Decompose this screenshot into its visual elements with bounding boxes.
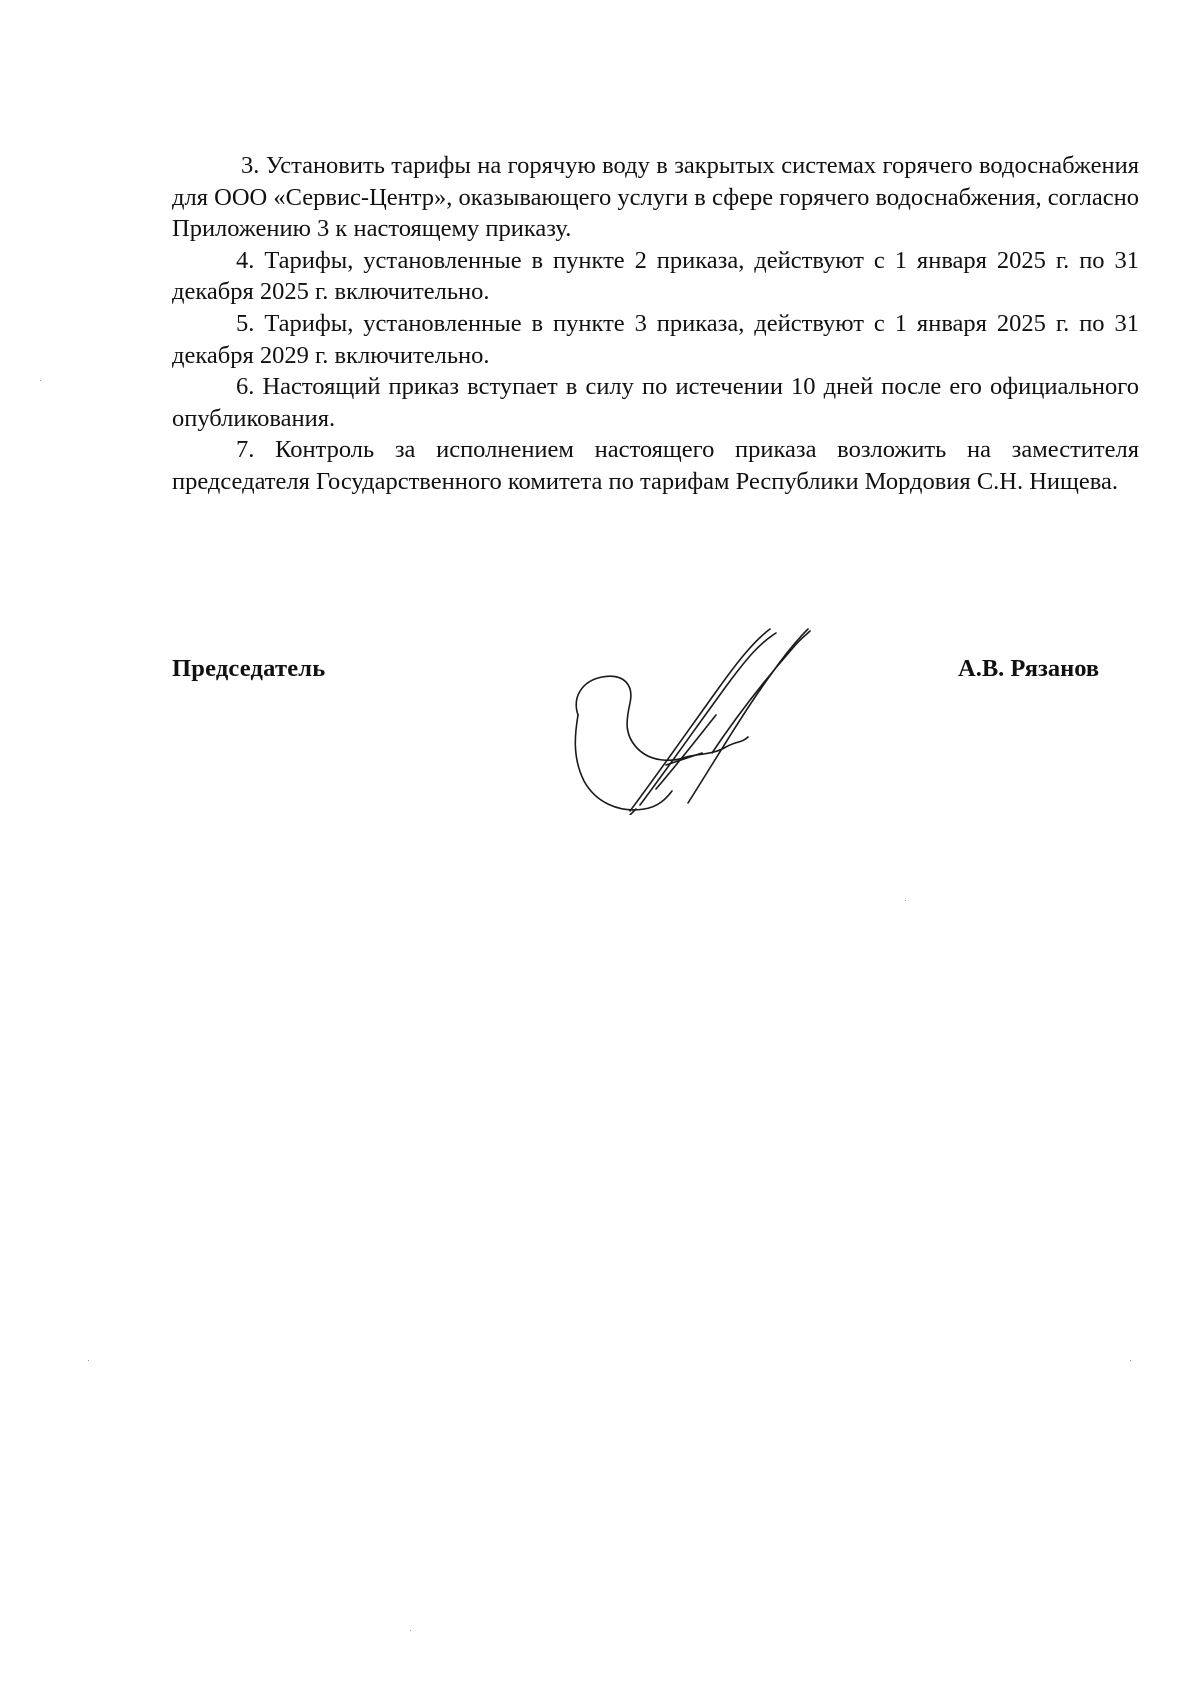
document-body xyxy=(172,150,1139,498)
paragraph-item-3: 3. Установить тарифы на горячую воду в закрытых системах горячего водоснабжения для ООО «Сервис-Центр», оказывающего услуги в сфере горячего водоснабжения, согласно Приложению 3 к настоящему приказу. xyxy=(172,152,1139,243)
scan-speck xyxy=(905,900,906,901)
signatory-title: Председатель xyxy=(172,655,326,682)
paragraph-item-4: 4. Тарифы, установленные в пункте 2 приказа, действуют с 1 января 2025 г. по 31 декабря 2025 г. включительно. xyxy=(172,246,1139,306)
paragraph-item-5: 5. Тарифы, установленные в пункте 3 приказа, действуют с 1 января 2025 г. по 31 декабря 2029 г. включительно. xyxy=(172,309,1139,369)
signatory-name: А.В. Рязанов xyxy=(958,655,1100,682)
scan-speck xyxy=(40,380,41,381)
scan-speck xyxy=(88,1360,89,1361)
scan-speck xyxy=(1130,1360,1131,1361)
paragraph-item-6: 6. Настоящий приказ вступает в силу по истечении 10 дней после его официального опубликования. xyxy=(172,373,1139,432)
paragraph-item-7: 7. Контроль за исполнением настоящего приказа возложить на заместителя председателя Государственного комитета по тарифам Республики Мордовия С.Н. Нищева. xyxy=(172,436,1139,495)
handwritten-signature xyxy=(480,585,820,815)
scan-speck xyxy=(410,1630,411,1631)
